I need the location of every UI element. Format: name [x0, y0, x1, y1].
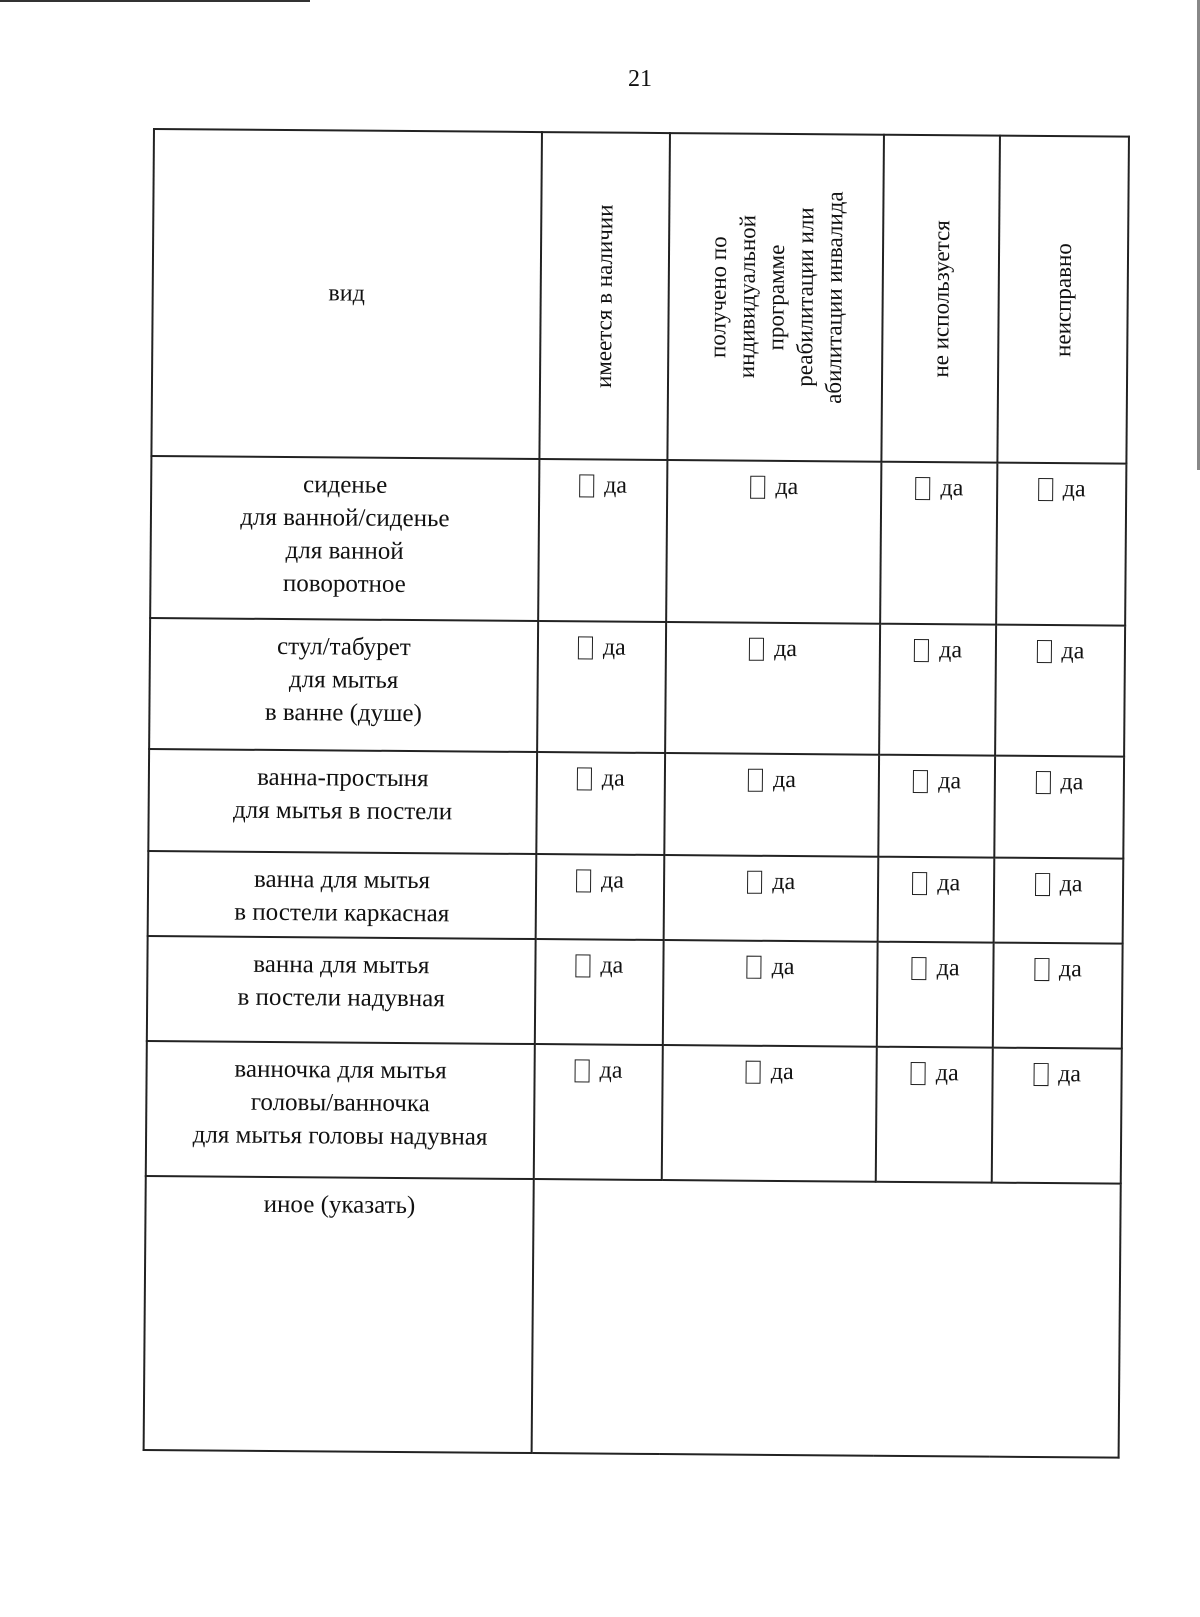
cell-not-used — [881, 462, 998, 625]
checkbox-label: да — [600, 952, 624, 979]
checkbox-option[interactable] — [579, 472, 627, 499]
checkbox-option[interactable] — [1035, 769, 1083, 796]
item-name: ванна для мытья в постели каркасная — [148, 851, 537, 939]
checkbox-label: да — [1061, 638, 1085, 665]
checkbox-option[interactable] — [915, 475, 963, 502]
checkbox-broken[interactable] — [1035, 873, 1050, 896]
cell-broken — [996, 463, 1126, 626]
checkbox-option[interactable] — [1033, 1061, 1081, 1088]
checkbox-label: да — [940, 475, 964, 502]
column-header-label: неисправно — [1050, 242, 1077, 357]
checkbox-not-used[interactable] — [912, 957, 927, 980]
checkbox-received-by-program[interactable] — [746, 1061, 761, 1084]
cell-not-used — [878, 857, 994, 943]
checkbox-option[interactable] — [578, 634, 626, 661]
checkbox-available[interactable] — [576, 869, 591, 892]
checkbox-available[interactable] — [578, 636, 593, 659]
checkbox-option[interactable] — [914, 637, 962, 664]
cell-available — [538, 459, 667, 622]
checkbox-option[interactable] — [1034, 956, 1082, 983]
cell-broken — [994, 756, 1124, 859]
checkbox-label: да — [938, 768, 962, 795]
cell-broken — [994, 858, 1124, 944]
checkbox-label: да — [600, 867, 625, 894]
item-name: сиденье для ванной/сиденье для ванной поворотное — [150, 456, 539, 621]
cell-not-used — [879, 755, 995, 858]
checkbox-option[interactable] — [1036, 638, 1084, 665]
checkbox-broken[interactable] — [1035, 771, 1050, 794]
cell-available — [537, 621, 666, 753]
checkbox-label: да — [939, 637, 963, 664]
checkbox-option[interactable] — [574, 1057, 622, 1084]
checkbox-broken[interactable] — [1033, 1063, 1048, 1086]
checkbox-option[interactable] — [746, 1059, 794, 1086]
checkbox-not-used[interactable] — [914, 639, 929, 662]
checkbox-received-by-program[interactable] — [750, 476, 765, 499]
checkbox-option[interactable] — [747, 869, 795, 896]
cell-received-by-program — [662, 1045, 878, 1182]
item-name: ванна-простыня для мытья в постели — [148, 749, 537, 854]
checkbox-label: да — [773, 766, 797, 794]
checkbox-available[interactable] — [579, 474, 594, 497]
other-item-field[interactable] — [532, 1179, 1121, 1458]
checkbox-label: да — [936, 955, 960, 982]
cell-available — [535, 939, 664, 1045]
table-row — [150, 456, 1126, 626]
cell-received-by-program — [664, 753, 879, 857]
item-name: ванночка для мытья головы/ванночка для мытья головы надувная — [146, 1041, 535, 1179]
checkbox-label: да — [770, 1058, 794, 1086]
column-header-label: получено по индивидуальной программе реабилитации или абилитации инвалида — [704, 191, 848, 405]
checkbox-available[interactable] — [574, 1059, 589, 1082]
table-row-other — [144, 1176, 1121, 1458]
column-header-available — [539, 132, 669, 460]
checkbox-option[interactable] — [911, 1060, 959, 1087]
table-row — [149, 618, 1125, 757]
cell-received-by-program — [663, 855, 878, 942]
checkbox-broken[interactable] — [1034, 958, 1049, 981]
column-header-received-by-program — [667, 133, 884, 462]
checkbox-option[interactable] — [1038, 476, 1086, 503]
cell-available — [536, 752, 665, 855]
checkbox-option[interactable] — [1035, 871, 1083, 898]
checkbox-not-used[interactable] — [912, 872, 927, 895]
column-header-broken — [997, 136, 1129, 464]
cell-broken — [995, 625, 1125, 757]
table-row — [148, 851, 1124, 944]
checkbox-label: да — [935, 1060, 959, 1087]
cell-available — [536, 854, 665, 940]
cell-available — [534, 1044, 663, 1180]
checkbox-option[interactable] — [577, 765, 625, 792]
column-header-kind: вид — [151, 129, 541, 459]
checkbox-label: да — [602, 634, 626, 661]
checkbox-received-by-program[interactable] — [749, 638, 764, 661]
cell-received-by-program — [666, 460, 882, 624]
checkbox-not-used[interactable] — [915, 477, 930, 500]
column-header-label: имеется в наличии — [591, 204, 618, 388]
equipment-table — [143, 128, 1130, 1459]
table-row — [148, 749, 1124, 859]
cell-not-used — [877, 942, 993, 1048]
checkbox-option[interactable] — [750, 474, 798, 501]
checkbox-label: да — [1058, 956, 1082, 983]
checkbox-option[interactable] — [576, 867, 624, 894]
cell-not-used — [876, 1047, 993, 1183]
checkbox-option[interactable] — [575, 952, 623, 979]
item-name: ванна для мытья в постели надувная — [147, 936, 536, 1044]
checkbox-available[interactable] — [577, 767, 592, 790]
page-number: 21 — [628, 66, 652, 92]
checkbox-broken[interactable] — [1038, 478, 1053, 501]
checkbox-label: да — [1062, 476, 1086, 503]
checkbox-option[interactable] — [912, 870, 960, 897]
column-header-not-used — [882, 135, 1000, 463]
item-name: стул/табурет для мытья в ванне (душе) — [149, 618, 538, 752]
checkbox-available[interactable] — [575, 954, 590, 977]
checkbox-option[interactable] — [747, 954, 795, 981]
table-row — [146, 1041, 1122, 1184]
checkbox-option[interactable] — [748, 767, 796, 794]
cell-received-by-program — [665, 622, 881, 755]
scan-artifact-top-line — [0, 0, 310, 2]
other-item-label: иное (указать) — [144, 1176, 534, 1453]
checkbox-label: да — [771, 953, 795, 981]
checkbox-label: да — [1060, 769, 1084, 796]
checkbox-label: да — [601, 765, 625, 792]
checkbox-label: да — [1059, 871, 1083, 898]
cell-broken — [993, 943, 1123, 1049]
checkbox-label: да — [1058, 1061, 1082, 1088]
cell-received-by-program — [663, 940, 878, 1047]
checkbox-not-used[interactable] — [913, 770, 928, 793]
checkbox-label: да — [772, 868, 796, 896]
checkbox-broken[interactable] — [1036, 640, 1051, 663]
checkbox-option[interactable] — [912, 955, 960, 982]
column-header-label: не используется — [927, 219, 955, 378]
checkbox-option[interactable] — [749, 636, 797, 663]
table-header-row — [151, 129, 1129, 464]
checkbox-not-used[interactable] — [911, 1062, 926, 1085]
checkbox-label: да — [599, 1057, 623, 1084]
checkbox-label: да — [775, 473, 799, 501]
checkbox-label: да — [604, 472, 628, 499]
cell-not-used — [880, 624, 997, 756]
checkbox-received-by-program[interactable] — [748, 769, 763, 792]
checkbox-received-by-program[interactable] — [747, 956, 762, 979]
cell-broken — [992, 1048, 1122, 1184]
checkbox-received-by-program[interactable] — [747, 871, 762, 894]
checkbox-option[interactable] — [913, 768, 961, 795]
checkbox-label: да — [937, 870, 961, 897]
checkbox-label: да — [774, 635, 798, 663]
table-row — [147, 936, 1123, 1049]
